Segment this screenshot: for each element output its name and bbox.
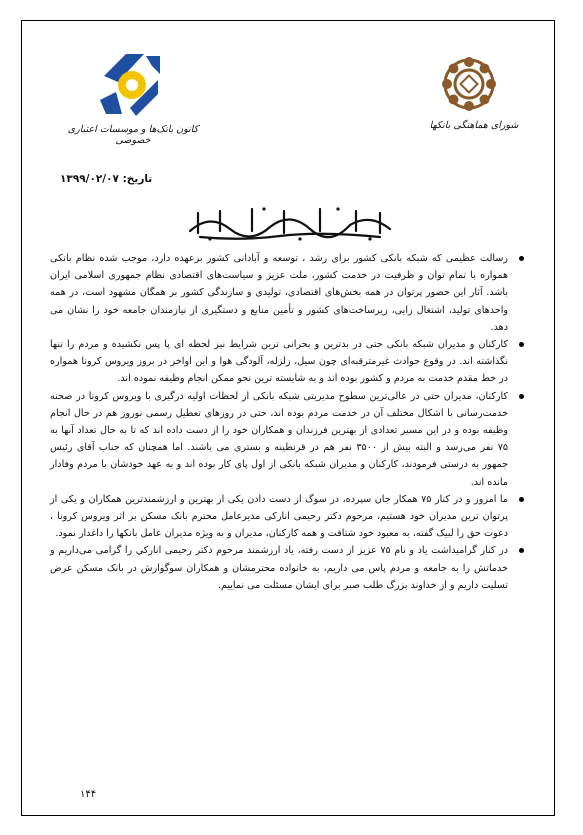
bullet-icon — [519, 394, 524, 399]
bullet-icon — [519, 497, 524, 502]
shoraye-caption: شورای هماهنگی بانکها — [429, 120, 519, 131]
page-number: ۱۴۴ — [80, 789, 97, 800]
paragraph-1: رسالت عظیمی که شبکه بانکی کشور برای رشد ، توسعه و آبادانی کشور برعهده دارد، موجب شده نظام بانکی همواره با تمام توان و ظرفیت در خدمت کشور، ملت عزیز و سیاست‌های اقتصادی نظام جمهوری اسلامی ایران باشد. آثار این حضور پرتوان در همه بخش‌های اقتصادی، تولیدی و سازندگی کشور بر همگان مشهود است، در همه واحدهای تولید، اشتغال زایی، زیرساخت‌های کشور و تأمین منابع و دستگیری از نیازمندان جامعه خود را نشان می دهد. — [50, 250, 524, 336]
paragraph-2: کارکنان و مدیران شبکه بانکی حتی در بدترین و بحرانی ترین شرایط نیز لحظه ای پا پس نکشیده و مردم را تنها نگذاشته اند. در وقوع حوادث غیرمترقبه‌ای چون سیل، زلزله، آلودگی هوا و این اواخر در بروز ویروس کرونا همواره در خط مقدم خدمت به مردم و کشور بوده اند و به شایسته ترین نحو ممکن انجام وظیفه نموده اند. — [50, 336, 524, 388]
bullet-icon — [519, 548, 524, 553]
paragraph-5: در کنار گرامیداشت یاد و نام ۷۵ عزیز از دست رفته، یاد ارزشمند مرحوم دکتر رحیمی اناركي را گرامی می‌داریم و خدماتش را به جامعه و مردم پاس می داریم، به خانواده محترمشان و همکاران سوگوارش در بانک مسکن عرض تسلیت داریم و از خداوند بزرگ طلب صبر برای ایشان مسئلت می نماییم. — [50, 542, 524, 594]
statement-body — [50, 250, 524, 594]
quranic-calligraphy — [180, 203, 400, 243]
shoraye-banks-logo — [441, 56, 497, 112]
bullet-icon — [519, 256, 524, 261]
paragraph-4: ما امروز و در کنار ۷۵ همکار جان سپرده، در سوگ از دست دادن یکی از بهترین و ارزشمندترین همکاران و یکی از پرتوان ترین مدیران خود هستیم، مرحوم دکتر رحیمی انارکی مدیرعامل محترم بانک مسکن بر اثر ویروس کرونا ، دعوت حق را لبیک گفته، به معبود خود شتافت و همه کارکنان، مدیران و به ویژه مدیران عامل بانکها را داغدار نمود. — [50, 491, 524, 543]
date-line: تاریخ: ۱۳۹۹/۰۲/۰۷ — [60, 173, 153, 185]
kanoon-caption: کانون بانک‌ها و موسسات اعتباری خصوصی — [67, 124, 199, 146]
paragraph-3: کارکنان، مدیران حتی در عالی‌ترین سطوح مدیریتی شبکه بانکی از لحظات اولیه درگیری با ویروس کرونا در صحنه خدمت‌رسانی با اشکال مختلف آن در خدمت مردم بوده اند، حتی در روزهای تعطیل رسمی نوروز هم در حال انجام وظیفه بوده و در این مسیر تعدادی از بهترین فرزندان و همکاران خود را از دست داده اند که تا به حال تعداد آنها به ۷۵ نفر می‌رسد و البته بیش از ۳۵۰۰ نفر هم در قرنطینه و بستری می باشند. اما همچنان که جناب آقای رئیس جمهور به درستی فرمودند، کارکنان و مدیران شبکه بانکی از اول پای کار بوده اند و به عهد خودشان با مردم وفادار مانده اند. — [50, 388, 524, 491]
kanoon-logo — [96, 52, 164, 118]
bullet-icon — [519, 342, 524, 347]
